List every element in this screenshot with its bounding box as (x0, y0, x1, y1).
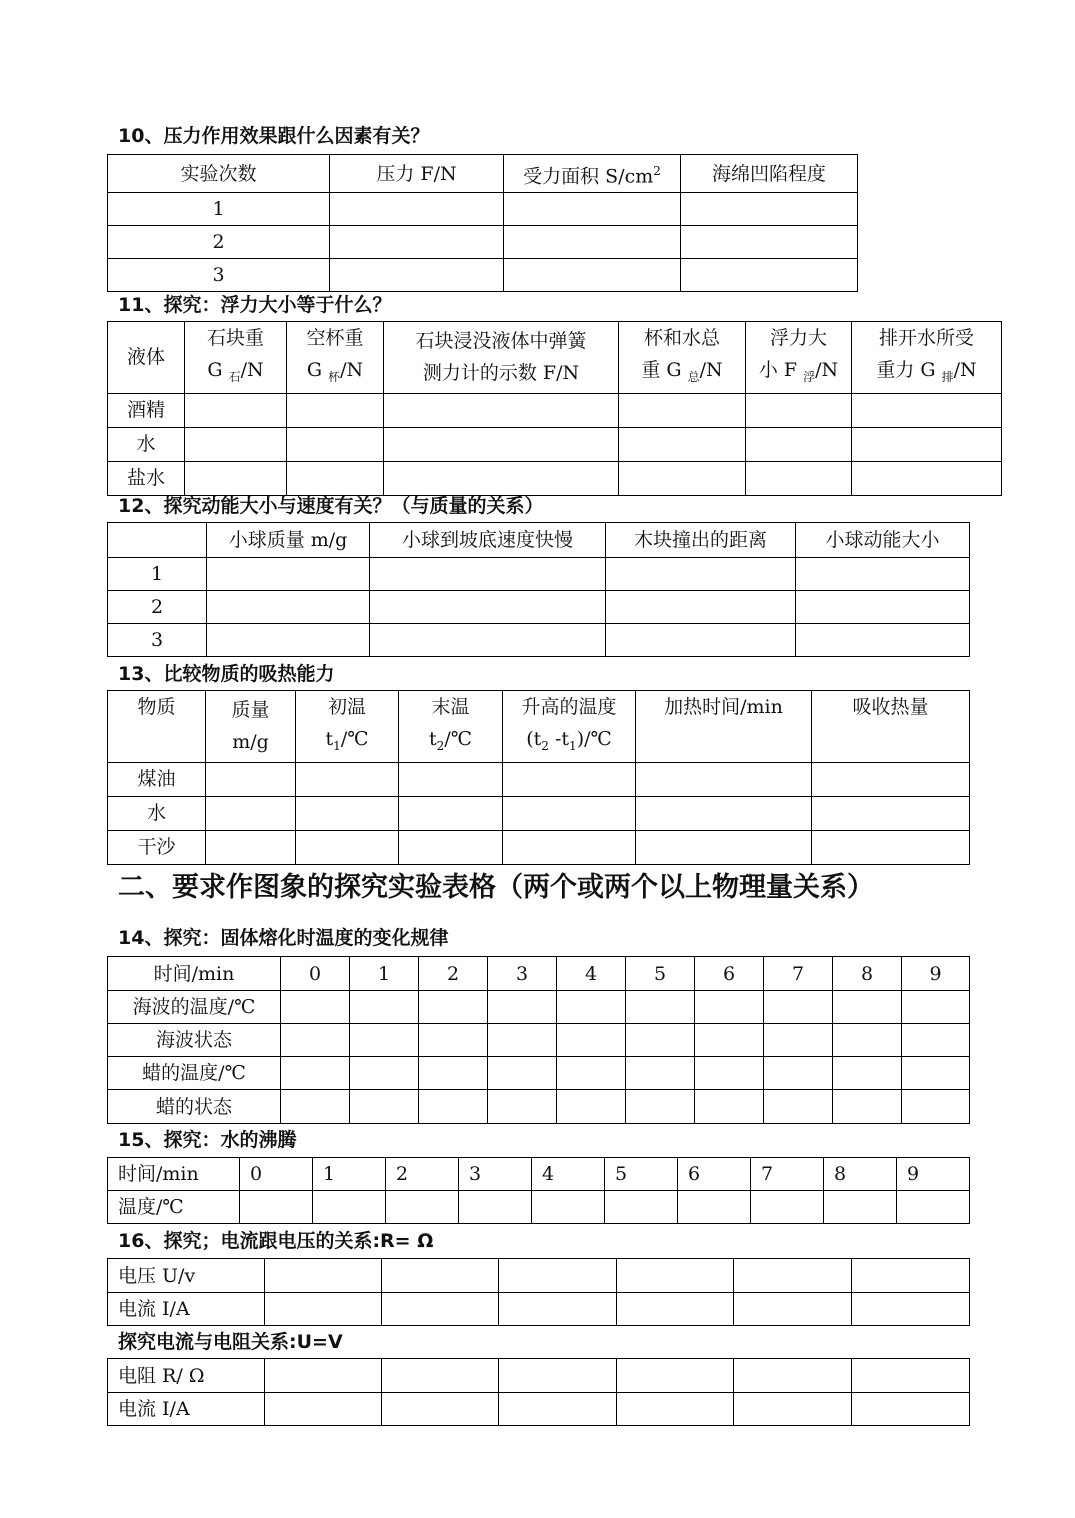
table-cell (902, 1090, 970, 1124)
q14-time-header: 0 (281, 957, 350, 991)
q14-time-header: 8 (833, 957, 902, 991)
q12-header: 小球动能大小 (796, 523, 970, 558)
table-cell (207, 591, 370, 624)
q15-row-label: 温度/℃ (108, 1191, 240, 1224)
q13-header-final-temp: 末温 $t_2/℃$ (399, 691, 503, 763)
q15-table (107, 1157, 970, 1224)
table-cell (399, 762, 503, 796)
table-cell (265, 1359, 382, 1393)
table-cell (370, 591, 606, 624)
table-cell (852, 461, 1002, 495)
table-cell (619, 393, 746, 427)
table-cell (557, 1024, 626, 1057)
table-cell (852, 1393, 970, 1426)
table-cell (281, 991, 350, 1024)
table-cell (734, 1359, 852, 1393)
q11-row-label: 水 (108, 427, 185, 461)
table-cell (330, 226, 504, 259)
table-cell (678, 1191, 751, 1224)
q14-row-label: 蜡的温度/℃ (108, 1057, 281, 1090)
table-cell (557, 1057, 626, 1090)
table-cell (626, 1024, 695, 1057)
table-cell (185, 393, 287, 427)
q13-table (107, 690, 970, 865)
q15-time-header: 3 (459, 1158, 532, 1191)
section-title: 二、要求作图象的探究实验表格（两个或两个以上物理量关系） (118, 872, 874, 903)
table-cell (370, 624, 606, 657)
table-cell (681, 226, 858, 259)
table-cell (897, 1191, 970, 1224)
table-cell (606, 558, 796, 591)
table-cell (504, 226, 681, 259)
table-cell (185, 427, 287, 461)
table-cell (330, 259, 504, 292)
table-cell (695, 1090, 764, 1124)
table-cell (557, 1090, 626, 1124)
q17-row-label: 电流 I/A (108, 1393, 265, 1426)
table-cell (617, 1359, 734, 1393)
q13-row-label: 水 (108, 796, 206, 830)
q12-row-label: 2 (108, 591, 207, 624)
table-cell (488, 1090, 557, 1124)
q13-row-label: 干沙 (108, 830, 206, 864)
q14-time-header: 3 (488, 957, 557, 991)
q15-time-header: 4 (532, 1158, 605, 1191)
table-cell (499, 1359, 617, 1393)
table-cell (852, 1359, 970, 1393)
q11-row-label: 酒精 (108, 393, 185, 427)
q10-header: 海绵凹陷程度 (681, 155, 858, 193)
q14-time-header: 1 (350, 957, 419, 991)
q11-row-label: 盐水 (108, 461, 185, 495)
table-cell (499, 1259, 617, 1293)
table-cell (287, 427, 384, 461)
table-cell (695, 991, 764, 1024)
q11-header-displaced: 排开水所受 重力 G $_排$/N (852, 322, 1002, 394)
q10-row-label: 1 (108, 193, 330, 226)
q14-time-header: 6 (695, 957, 764, 991)
table-cell (734, 1259, 852, 1293)
table-cell (833, 1090, 902, 1124)
table-cell (636, 830, 812, 864)
table-cell (617, 1393, 734, 1426)
table-cell (499, 1293, 617, 1326)
q14-time-header: 5 (626, 957, 695, 991)
table-cell (619, 427, 746, 461)
table-cell (852, 427, 1002, 461)
table-cell (206, 830, 296, 864)
table-cell (812, 830, 970, 864)
table-cell (796, 591, 970, 624)
q15-time-header: 5 (605, 1158, 678, 1191)
q11-table (107, 321, 1002, 496)
q16-table (107, 1258, 970, 1326)
table-cell (626, 991, 695, 1024)
table-cell (764, 1057, 833, 1090)
table-cell (504, 259, 681, 292)
q11-header-cup: 空杯重 G $_杯$/N (287, 322, 384, 394)
q10-table (107, 154, 858, 292)
q14-row-label: 海波的温度/℃ (108, 991, 281, 1024)
q12-header: 小球到坡底速度快慢 (370, 523, 606, 558)
table-cell (746, 427, 852, 461)
q17-row-label: 电阻 R/ Ω (108, 1359, 265, 1393)
table-cell (606, 624, 796, 657)
table-cell (617, 1259, 734, 1293)
table-cell (626, 1057, 695, 1090)
table-cell (384, 427, 619, 461)
table-cell (746, 393, 852, 427)
q11-header-spring: 石块浸没液体中弹簧 测力计的示数 F/N (384, 322, 619, 394)
table-cell (287, 461, 384, 495)
table-cell (384, 393, 619, 427)
q13-row-label: 煤油 (108, 762, 206, 796)
table-cell (852, 393, 1002, 427)
q15-time-header: 8 (824, 1158, 897, 1191)
q12-header: 木块撞出的距离 (606, 523, 796, 558)
table-cell (499, 1393, 617, 1426)
table-cell (207, 558, 370, 591)
table-cell (265, 1259, 382, 1293)
table-cell (796, 624, 970, 657)
q15-time-header: 6 (678, 1158, 751, 1191)
table-cell (734, 1293, 852, 1326)
q17-table (107, 1358, 970, 1426)
q14-header-label: 时间/min (108, 957, 281, 991)
table-cell (503, 762, 636, 796)
q16-row-label: 电压 U/v (108, 1259, 265, 1293)
q14-time-header: 4 (557, 957, 626, 991)
table-cell (296, 762, 399, 796)
table-cell (265, 1393, 382, 1426)
table-cell (532, 1191, 605, 1224)
q11-header-buoyancy: 浮力大 小 F $_浮$/N (746, 322, 852, 394)
q14-time-header: 9 (902, 957, 970, 991)
q13-header-initial-temp: 初温 $t_1/℃$ (296, 691, 399, 763)
table-cell (382, 1259, 499, 1293)
q11-header-liquid: 液体 (108, 322, 185, 394)
q13-header-mass: 质量 m/g (206, 691, 296, 763)
q12-row-label: 1 (108, 558, 207, 591)
q13-header-temp-rise: 升高的温度 ($t_2$ $-t_1)/℃$ (503, 691, 636, 763)
table-cell (812, 796, 970, 830)
q13-heading: 13、比较物质的吸热能力 (118, 663, 335, 685)
q13-header-substance: 物质 (108, 691, 206, 763)
table-cell (695, 1057, 764, 1090)
table-cell (503, 796, 636, 830)
table-cell (695, 1024, 764, 1057)
q11-header-total: 杯和水总 重 G $_总$/N (619, 322, 746, 394)
q12-heading: 12、探究动能大小与速度有关？（与质量的关系） (118, 495, 544, 517)
table-cell (399, 830, 503, 864)
table-cell (287, 393, 384, 427)
q14-table (107, 956, 970, 1124)
table-cell (734, 1393, 852, 1426)
table-cell (833, 991, 902, 1024)
table-cell (902, 1024, 970, 1057)
table-cell (764, 1024, 833, 1057)
table-cell (207, 624, 370, 657)
q15-time-header: 7 (751, 1158, 824, 1191)
q11-heading: 11、探究：浮力大小等于什么？ (118, 294, 392, 316)
q13-header-heat-absorbed: 吸收热量 (812, 691, 970, 763)
table-cell (833, 1057, 902, 1090)
table-cell (812, 762, 970, 796)
table-cell (240, 1191, 313, 1224)
table-cell (746, 461, 852, 495)
table-cell (503, 830, 636, 864)
table-cell (833, 1024, 902, 1057)
q14-time-header: 2 (419, 957, 488, 991)
q16-row-label: 电流 I/A (108, 1293, 265, 1326)
table-cell (488, 991, 557, 1024)
q11-header-stone: 石块重 G $_石$/N (185, 322, 287, 394)
table-cell (265, 1293, 382, 1326)
table-cell (382, 1393, 499, 1426)
q12-header (108, 523, 207, 558)
q14-time-header: 7 (764, 957, 833, 991)
table-cell (382, 1359, 499, 1393)
table-cell (386, 1191, 459, 1224)
table-cell (619, 461, 746, 495)
table-cell (350, 1024, 419, 1057)
table-cell (382, 1293, 499, 1326)
table-cell (281, 1090, 350, 1124)
q15-time-header: 0 (240, 1158, 313, 1191)
table-cell (636, 796, 812, 830)
q15-time-header: 1 (313, 1158, 386, 1191)
q10-heading: 10、压力作用效果跟什么因素有关？ (118, 125, 430, 147)
table-cell (399, 796, 503, 830)
q16-heading: 16、探究；电流跟电压的关系:R= Ω (118, 1230, 434, 1252)
table-cell (296, 796, 399, 830)
table-cell (504, 193, 681, 226)
q15-heading: 15、探究：水的沸腾 (118, 1129, 297, 1151)
table-cell (419, 1057, 488, 1090)
table-cell (488, 1057, 557, 1090)
table-cell (419, 1024, 488, 1057)
q17-heading: 探究电流与电阻关系:U=V (118, 1331, 343, 1353)
q15-time-header: 9 (897, 1158, 970, 1191)
q13-header-heating-time: 加热时间/min (636, 691, 812, 763)
q12-row-label: 3 (108, 624, 207, 657)
table-cell (751, 1191, 824, 1224)
table-cell (796, 558, 970, 591)
q10-header: 压力 F/N (330, 155, 504, 193)
table-cell (330, 193, 504, 226)
table-cell (852, 1293, 970, 1326)
table-cell (350, 1057, 419, 1090)
table-cell (281, 1024, 350, 1057)
table-cell (370, 558, 606, 591)
table-cell (617, 1293, 734, 1326)
table-cell (764, 1090, 833, 1124)
table-cell (626, 1090, 695, 1124)
q10-row-label: 2 (108, 226, 330, 259)
table-cell (419, 991, 488, 1024)
q14-row-label: 海波状态 (108, 1024, 281, 1057)
q12-table (107, 522, 970, 657)
table-cell (350, 1090, 419, 1124)
table-cell (419, 1090, 488, 1124)
table-cell (636, 762, 812, 796)
q10-row-label: 3 (108, 259, 330, 292)
table-cell (185, 461, 287, 495)
table-cell (605, 1191, 678, 1224)
table-cell (764, 991, 833, 1024)
table-cell (852, 1259, 970, 1293)
table-cell (296, 830, 399, 864)
table-cell (350, 991, 419, 1024)
q10-header: 实验次数 (108, 155, 330, 193)
table-cell (488, 1024, 557, 1057)
table-cell (459, 1191, 532, 1224)
table-cell (206, 796, 296, 830)
table-cell (681, 193, 858, 226)
q12-header: 小球质量 m/g (207, 523, 370, 558)
table-cell (606, 591, 796, 624)
q15-time-header: 2 (386, 1158, 459, 1191)
table-cell (313, 1191, 386, 1224)
table-cell (557, 991, 626, 1024)
q14-row-label: 蜡的状态 (108, 1090, 281, 1124)
table-cell (281, 1057, 350, 1090)
table-cell (206, 762, 296, 796)
q10-header: 受力面积 $S/cm^2$ (504, 155, 681, 193)
table-cell (824, 1191, 897, 1224)
table-cell (681, 259, 858, 292)
table-cell (384, 461, 619, 495)
table-cell (902, 1057, 970, 1090)
q15-header-label: 时间/min (108, 1158, 240, 1191)
table-cell (902, 991, 970, 1024)
q14-heading: 14、探究：固体熔化时温度的变化规律 (118, 927, 449, 949)
